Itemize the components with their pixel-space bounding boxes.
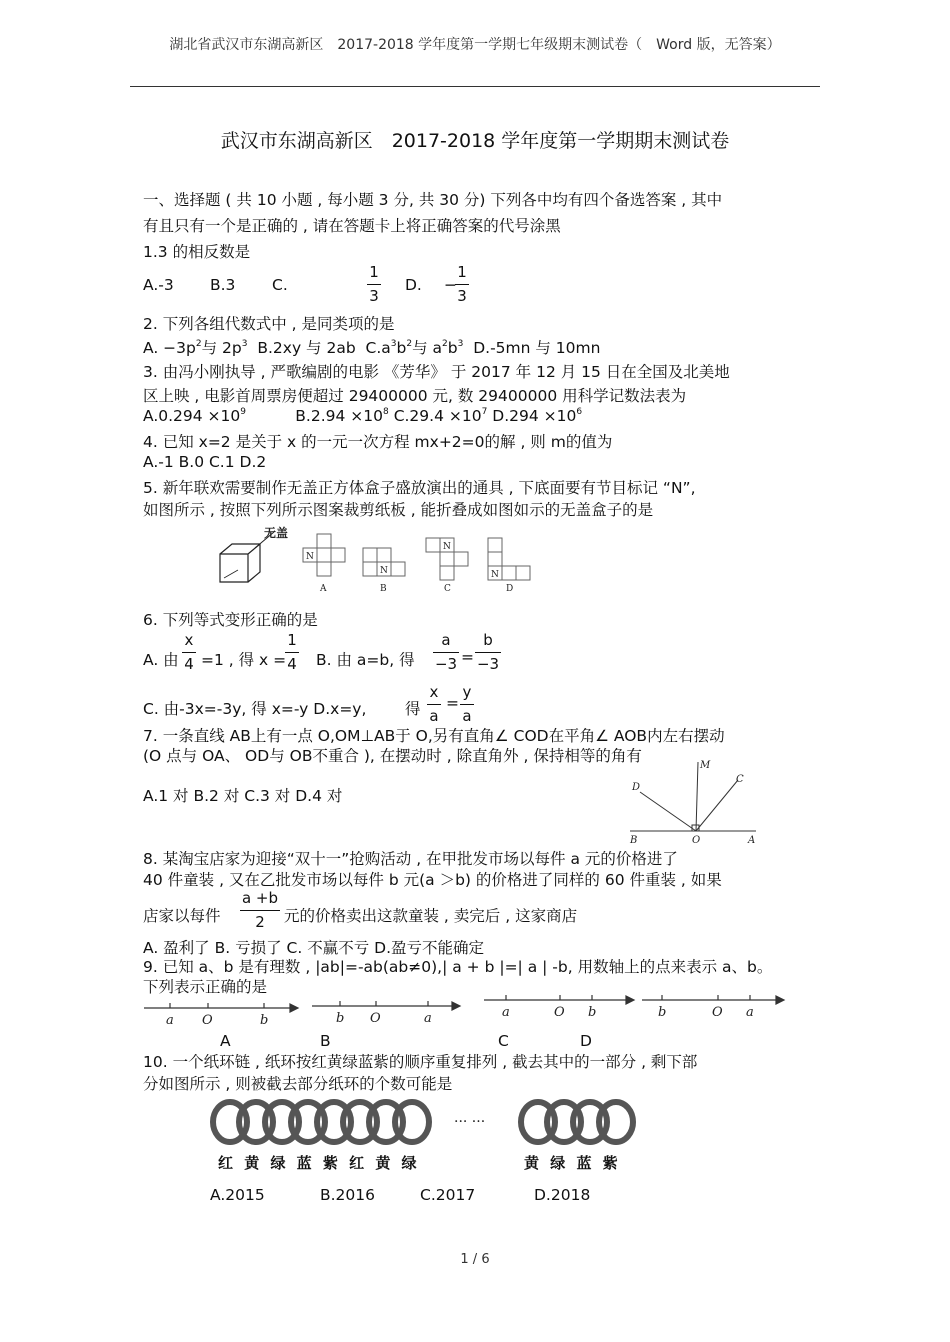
svg-text:b: b [588, 1005, 597, 1020]
q6-d-frac1: x a [427, 684, 441, 725]
box-label: 无盖 [264, 526, 289, 540]
q10-ring-chain [208, 1094, 640, 1150]
q1-d-fraction: 1 3 [455, 264, 469, 305]
svg-text:N: N [443, 542, 451, 552]
q2-options: A. $-3p^2$与 $2p^3$ B.2xy 与 2ab $C.a^3b^2$与 $a^2b^3$ D.-5mn 与 10mn [143, 339, 601, 357]
q6-b-frac1: a −3 [434, 631, 458, 673]
q9-line1: 9. 已知 a、b 是有理数 , |ab|=-ab(ab≠0),| a + b |=| a | -b, 用数轴上的点来表示 a、b。 [143, 958, 773, 976]
section1-line1: 一、选择题 ( 共 10 小题 , 每小题 3 分, 共 30 分) 下列各中均有四个备选答案 , 其中 [143, 191, 723, 209]
q8-line3-end: 元的价格卖出这款童装 , 卖完后 , 这家商店 [284, 907, 578, 925]
q3-line1: 3. 由冯小刚执导 , 严歌编剧的电影 《芳华》 于 2017 年 12 月 15 日在全国及北美地 [143, 363, 730, 381]
q9-label-c: C [498, 1032, 509, 1050]
q1-d-minus: − [444, 276, 457, 294]
svg-text:B: B [630, 835, 638, 846]
q1-option-d: D. [405, 276, 422, 294]
fig-label-c: C [444, 584, 451, 594]
q8-line1: 8. 某淘宝店家为迎接“双十一”抢购活动 , 在甲批发市场以每件 a 元的价格进了 [143, 850, 678, 868]
q7-line2: (O 点与 OA、 OD与 OB不重合 ), 在摆动时 , 除直角外 , 保持相等的角有 [143, 747, 642, 765]
svg-text:A: A [748, 835, 756, 846]
q10-option-c: C.2017 [420, 1186, 476, 1204]
q6-a-prefix: A. 由 [143, 651, 179, 669]
q6-d-frac2: y a [460, 684, 474, 725]
q9-number-lines [140, 986, 790, 1048]
q6-a-mid: =1 , 得 x = [201, 651, 287, 669]
exam-title: 武汉市东湖高新区 2017-2018 学年度第一学期期末测试卷 [220, 130, 730, 152]
svg-text:O: O [692, 835, 701, 846]
fig-label-a: A [320, 584, 327, 594]
q6-stem: 6. 下列等式变形正确的是 [143, 611, 318, 629]
q6-b-prefix: B. 由 a=b, 得 [316, 651, 415, 669]
q5-line2: 如图所示 , 按照下列所示图案裁剪纸板 , 能折叠成如图如示的无盖盒子的是 [143, 501, 654, 519]
page-number: 1 / 6 [460, 1252, 490, 1267]
q9-line2: 下列表示正确的是 [143, 978, 268, 996]
svg-text:D: D [632, 782, 641, 793]
q3-options: $A.0.294 \times 10^9$ $B.2.94 \times 10^8$ $C.29.4 \times 10^7$ $D.294 \times 10^6$ [143, 407, 583, 425]
q8-line3-start: 店家以每件 [143, 907, 221, 925]
q6-a-frac2: 1 4 [285, 632, 299, 673]
fig-label-b: B [380, 584, 387, 594]
svg-text:M: M [700, 760, 711, 771]
q10-line2: 分如图所示 , 则被截去部分纸环的个数可能是 [143, 1075, 453, 1093]
q10-option-a: A.2015 [210, 1186, 265, 1204]
svg-text:N: N [306, 552, 314, 562]
q1-option-c: C. [272, 276, 288, 294]
header-rule [130, 86, 820, 87]
q4-options: A.-1 B.0 C.1 D.2 [143, 453, 267, 471]
svg-text:b: b [658, 1005, 667, 1020]
svg-text:N: N [491, 570, 499, 580]
svg-text:a: a [746, 1005, 754, 1020]
q1-c-fraction: 1 3 [367, 264, 381, 305]
q2-stem: 2. 下列各组代数式中 , 是同类项的是 [143, 315, 395, 333]
fig-label-d: D [506, 584, 514, 594]
q8-options: A. 盈利了 B. 亏损了 C. 不赢不亏 D.盈亏不能确定 [143, 939, 484, 957]
svg-text:a: a [502, 1005, 510, 1020]
q7-options: A.1 对 B.2 对 C.3 对 D.4 对 [143, 787, 343, 805]
q8-line2: 40 件童装 , 又在乙批发市场以每件 b 元(a ＞b) 的价格进了同样的 60 件重装 , 如果 [143, 871, 722, 889]
q1-option-a: A.-3 [143, 276, 174, 294]
svg-text:a: a [166, 1013, 174, 1028]
chain-colors-left: 红 黄 绿 蓝 紫 红 黄 绿 [218, 1154, 420, 1172]
svg-text:b: b [336, 1011, 345, 1026]
q7-angle-figure [626, 756, 760, 846]
svg-text:N: N [380, 566, 388, 576]
svg-text:a: a [424, 1011, 432, 1026]
q6-b-frac2: b −3 [476, 631, 500, 673]
q9-label-d: D [580, 1032, 592, 1050]
svg-text:O: O [202, 1013, 213, 1028]
q4-stem: 4. 已知 x=2 是关于 x 的一元一次方程 mx+2=0的解 , 则 m的值为 [143, 433, 613, 451]
q6-b-equals: = [461, 648, 474, 666]
q10-line1: 10. 一个纸环链 , 纸环按红黄绿蓝紫的顺序重复排列 , 截去其中的一部分 , 剩下部 [143, 1053, 698, 1071]
svg-text:b: b [260, 1013, 269, 1028]
q9-label-b: B [320, 1032, 331, 1050]
section1-line2: 有且只有一个是正确的 , 请在答题卡上将正确答案的代号涂黑 [143, 217, 561, 235]
q6-c-option: C. 由-3x=-3y, 得 x=-y D.x=y, [143, 700, 367, 718]
svg-text:O: O [370, 1011, 381, 1026]
svg-text:O: O [554, 1005, 565, 1020]
q5-line1: 5. 新年联欢需要制作无盖正方体盒子盛放演出的通具 , 下底面要有节目标记 “N”, [143, 479, 696, 497]
q7-line1: 7. 一条直线 AB上有一点 O,OM⊥AB于 O,另有直角∠ COD在平角∠ AOB内左右摆动 [143, 727, 725, 745]
q6-a-frac1: x 4 [182, 632, 196, 673]
q10-option-b: B.2016 [320, 1186, 376, 1204]
open-box-drawing [220, 544, 260, 582]
q9-label-a: A [220, 1032, 231, 1050]
q8-fraction: a +b 2 [241, 889, 279, 931]
running-header: 湖北省武汉市东湖高新区 2017-2018 学年度第一学期七年级期末测试卷（ Word 版，无答案） [169, 37, 781, 53]
chain-colors-right: 黄 绿 蓝 紫 [524, 1154, 621, 1172]
chain-dots: ··· ··· [454, 1114, 486, 1130]
q10-option-d: D.2018 [534, 1186, 591, 1204]
q5-figure [210, 524, 540, 596]
q3-line2: 区上映 , 电影首周票房便超过 29400000 元, 数 29400000 用科学记数法表为 [143, 387, 687, 405]
q6-d-prefix: 得 [405, 700, 421, 718]
q1-stem: 1.3 的相反数是 [143, 243, 251, 261]
svg-text:O: O [712, 1005, 723, 1020]
q6-d-equals: = [446, 694, 459, 712]
svg-text:C: C [736, 774, 744, 785]
q1-option-b: B.3 [210, 276, 236, 294]
